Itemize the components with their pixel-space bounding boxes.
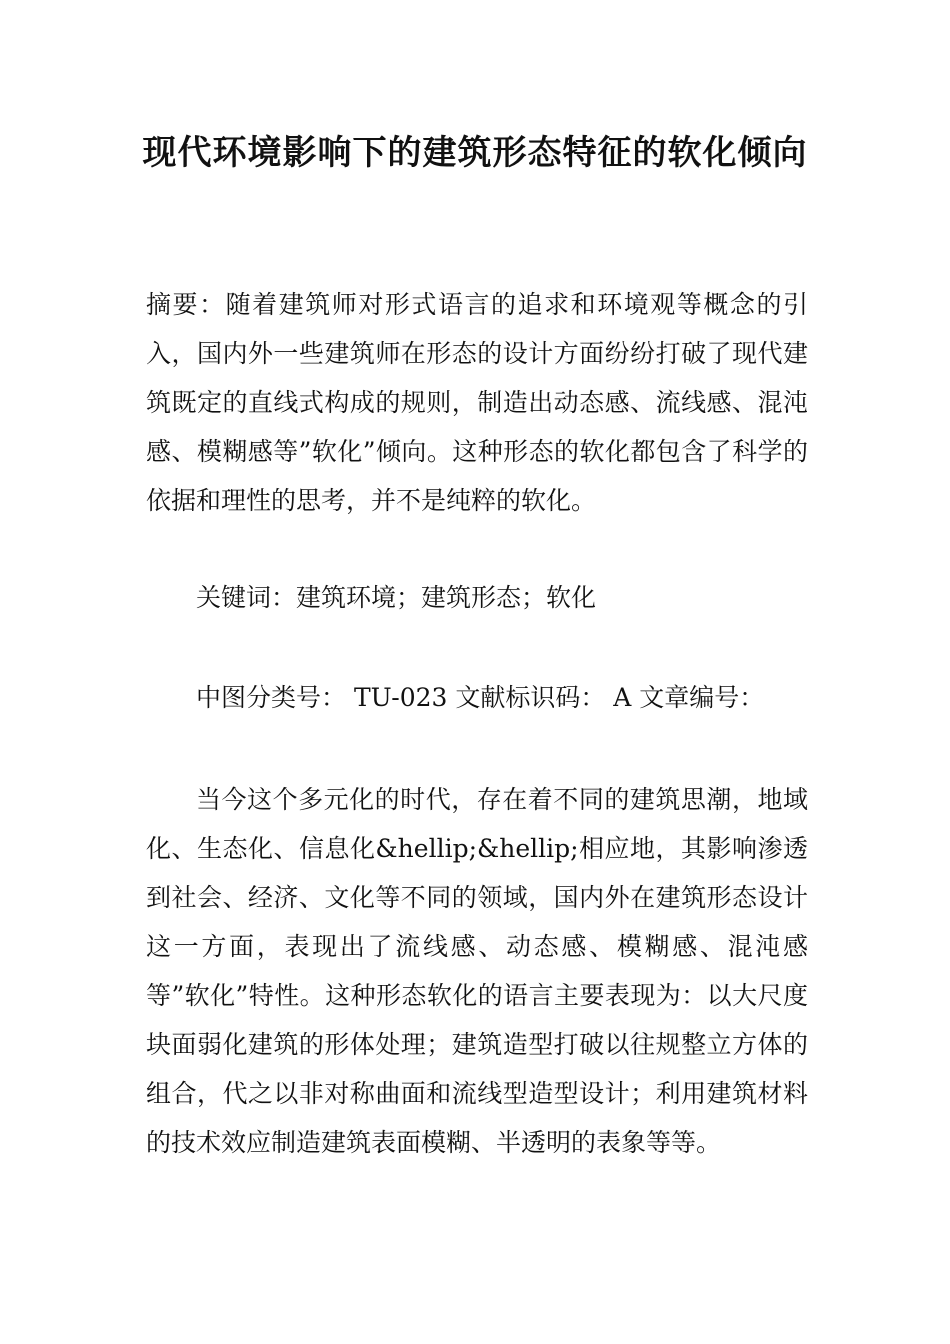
body-paragraph: 当今这个多元化的时代，存在着不同的建筑思潮，地域化、生态化、信息化&hellip;&hellip;相应地，其影响渗透到社会、经济、文化等不同的领域，国内外在建筑形态设计这一方面，表现出了流线感、动态感、模糊感、混沌感等”软化”特性。这种形态软化的语言主要表现为：以大尺度块面弱化建筑的形体处理；建筑造型打破以往规整立方体的组合，代之以非对称曲面和流线型造型设计；利用建筑材料的技术效应制造建筑表面模糊、半透明的表象等等。 [146,785,808,1157]
keywords-line: 关键词：建筑环境；建筑形态；软化 [196,583,597,612]
document-title: 现代环境影响下的建筑形态特征的软化倾向 [142,133,808,173]
classification-line: 中图分类号： TU-023 文献标识码： A 文章编号： [196,683,765,712]
abstract-paragraph: 摘要：随着建筑师对形式语言的追求和环境观等概念的引入，国内外一些建筑师在形态的设计方面纷纷打破了现代建筑既定的直线式构成的规则，制造出动态感、流线感、混沌感、模糊感等”软化”倾向。这种形态的软化都包含了科学的依据和理性的思考，并不是纯粹的软化。 [146,290,808,515]
